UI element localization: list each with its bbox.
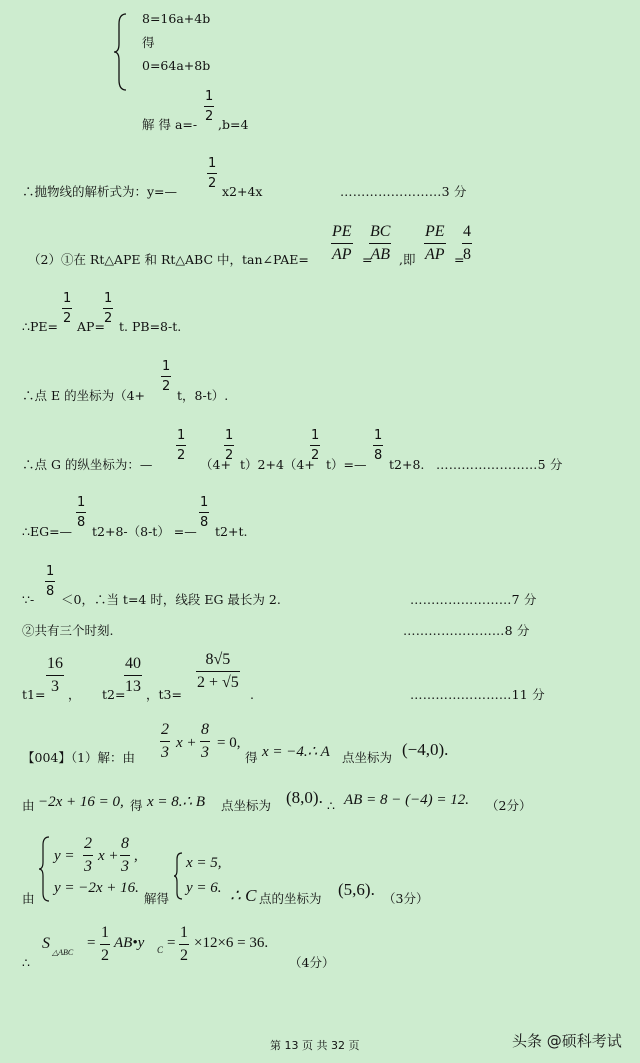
solution-equation: x = 5, [186, 855, 222, 871]
fraction: 40 13 [125, 655, 141, 695]
system-line: ∴ C [230, 886, 257, 905]
system-line: 解得 [144, 891, 170, 906]
problem-004-line: 点坐标为 [342, 750, 393, 765]
solution-line: ,b=4 [218, 117, 249, 132]
fraction: 1 2 [180, 924, 188, 964]
area-line: ∴ [22, 955, 30, 970]
point-e-line: t，8-t）. [177, 388, 229, 403]
fraction: 1 2 [208, 156, 217, 191]
solution-equation: y = 6. [186, 880, 222, 896]
equation-line: 得 [142, 35, 155, 50]
fraction: 1 2 [162, 359, 171, 394]
area-line: S [42, 935, 50, 952]
fraction: 1 8 [200, 495, 209, 530]
area-line: = [167, 935, 176, 951]
point-b-line: （2分） [486, 798, 532, 813]
system-line: （3分） [383, 891, 429, 906]
point-g-line: ∴点 G 的纵坐标为：— [22, 457, 153, 472]
problem-004-line: (−4,0). [402, 740, 449, 759]
t-values-line: t2= [102, 687, 126, 702]
fraction: 8 3 [121, 835, 129, 875]
system-brace [112, 12, 128, 92]
point-g-line: t）=— [326, 457, 367, 472]
fraction: 1 2 [225, 428, 234, 463]
fraction: 1 8 [374, 428, 383, 463]
fraction: 1 2 [101, 924, 109, 964]
fraction: 4 8 [463, 223, 471, 263]
system-equation: y = [54, 848, 75, 864]
parabola-line: ∴抛物线的解析式为：y=— [22, 184, 178, 199]
fraction: 1 8 [46, 564, 55, 599]
parabola-line: x2+4x [222, 184, 263, 199]
t-values-line: t1= [22, 687, 46, 702]
area-line: △ABC [52, 948, 74, 957]
system-brace [38, 836, 50, 902]
moments-line: ②共有三个时刻. [22, 623, 114, 638]
pe-line: ∴PE= [22, 319, 58, 334]
system-equation: y = −2x + 16. [54, 880, 139, 896]
area-line: = [87, 935, 96, 951]
area-line: ×12×6 = 36. [194, 935, 269, 951]
pe-line: t. PB=8-t. [119, 319, 182, 334]
area-line: C [157, 945, 164, 955]
system-line: 点的坐标为 [259, 891, 322, 906]
fraction: 8√5 2 + √5 [197, 651, 239, 691]
area-line: （4分） [289, 955, 335, 970]
fraction: 1 8 [77, 495, 86, 530]
fraction: 1 2 [205, 89, 214, 124]
fraction: 16 3 [47, 655, 63, 695]
eg-line: ∴EG=— [22, 524, 73, 539]
page-footer: 第 13 页 共 32 页 [270, 1039, 360, 1052]
score-marker: ……………………5 分 [436, 457, 563, 472]
point-g-line: t2+8. [389, 457, 425, 472]
equation-line: 8=16a+4b [142, 11, 211, 26]
score-marker: ……………………3 分 [340, 184, 467, 199]
pe-line: AP= [77, 319, 105, 334]
fraction: BC AB [370, 223, 391, 263]
tan-line: = [362, 252, 373, 267]
since-line: ∵- [22, 592, 35, 607]
fraction: 1 2 [311, 428, 320, 463]
point-b-line: 点坐标为 [221, 798, 272, 813]
t-values-line: ，t3= [146, 687, 182, 702]
problem-004-line: x + [176, 735, 197, 751]
system-equation: x + [98, 848, 119, 864]
point-b-line: 得 [130, 798, 143, 813]
point-b-line: −2x + 16 = 0, [38, 794, 124, 810]
watermark: 头条 @硕科考试 [512, 1032, 622, 1050]
score-marker: ……………………8 分 [403, 623, 530, 638]
area-line: AB•y [114, 935, 145, 951]
point-g-line: t）2+4（4+ [240, 457, 315, 472]
solution-line: 解 得 a=- [142, 117, 198, 132]
system-equation: , [134, 848, 138, 864]
eg-line: t2+8-（8-t） =— [92, 524, 197, 539]
problem-004-line: x = −4.∴ A [262, 744, 330, 760]
score-marker: ……………………7 分 [410, 592, 537, 607]
problem-004-line: 得 [245, 750, 258, 765]
t-values-line: . [250, 687, 254, 702]
point-b-line: x = 8.∴ B [147, 794, 205, 810]
point-b-line: ∴ [327, 798, 335, 813]
system-line: (5,6). [338, 880, 375, 899]
problem-004-line: = 0, [217, 735, 241, 751]
fraction: 2 3 [84, 835, 92, 875]
tan-line: = [454, 252, 465, 267]
fraction: 8 3 [201, 721, 209, 761]
point-b-line: (8,0). [286, 788, 323, 807]
equation-line: 0=64a+8b [142, 58, 211, 73]
eg-line: t2+t. [215, 524, 248, 539]
tan-line: （2）①在 Rt△APE 和 Rt△ABC 中，tan∠PAE= [28, 252, 309, 267]
fraction: 1 2 [104, 291, 113, 326]
t-values-line: ， [68, 687, 81, 702]
fraction: PE AP [425, 223, 445, 263]
since-line: ＜0，∴当 t=4 时，线段 EG 最长为 2. [61, 592, 281, 607]
point-b-line: AB = 8 − (−4) = 12. [344, 792, 470, 808]
fraction: 1 2 [63, 291, 72, 326]
point-e-line: ∴点 E 的坐标为（4+ [22, 388, 145, 403]
tan-line: ,即 [399, 252, 416, 267]
problem-004-line: 【004】（1）解：由 [22, 750, 136, 765]
solution-brace [173, 852, 183, 900]
fraction: 2 3 [161, 721, 169, 761]
fraction: 1 2 [177, 428, 186, 463]
point-b-line: 由 [22, 798, 35, 813]
system-line: 由 [22, 891, 35, 906]
fraction: PE AP [332, 223, 352, 263]
point-g-line: （4+ [200, 457, 231, 472]
score-marker: ……………………11 分 [410, 687, 545, 702]
